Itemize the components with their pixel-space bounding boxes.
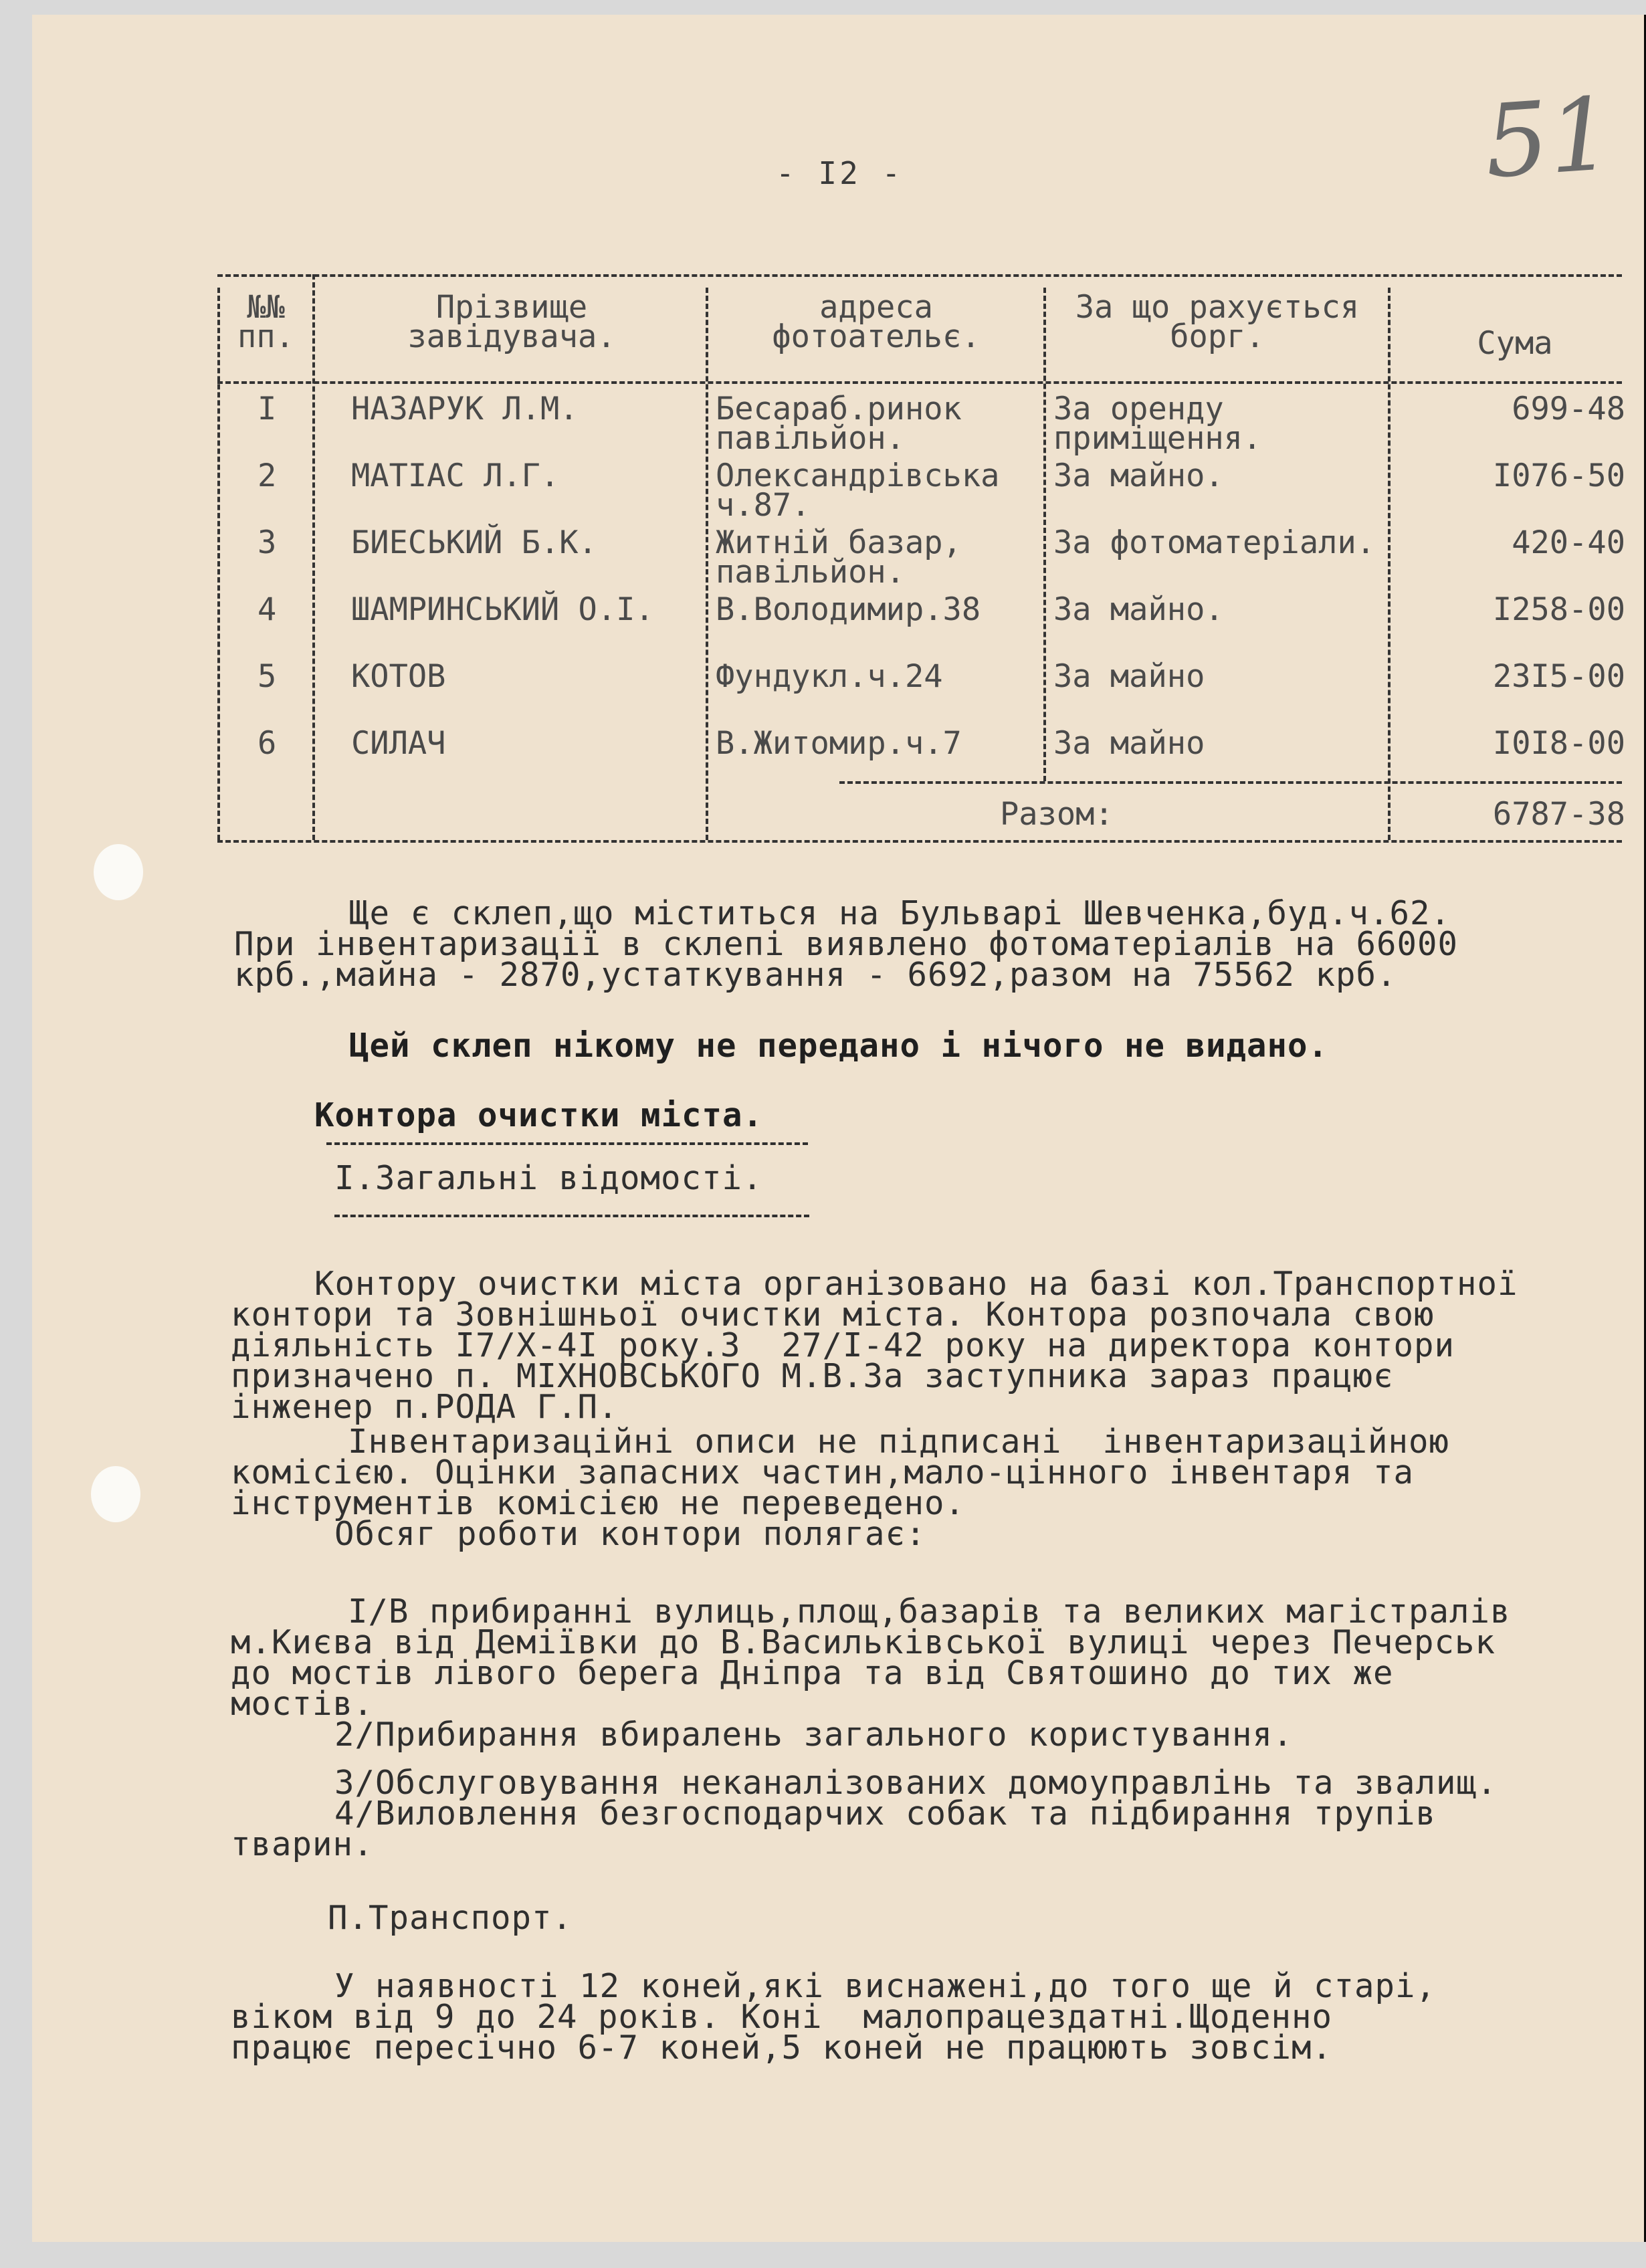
underline (334, 1215, 809, 1217)
table-rule (217, 381, 1622, 384)
column-header: №№ пп. (237, 289, 294, 355)
paragraph-line: У наявності 12 коней,які виснажені,до того ще й старі, (334, 1967, 1437, 2005)
total-label: Разом: (1000, 796, 1114, 833)
list-item: I/В прибиранні вулиць,площ,базарів та великих магістралів (348, 1592, 1511, 1631)
paragraph-line: Контору очистки міста організовано на базі кол.Транспортної (314, 1265, 1518, 1303)
paragraph-line: комісією. Оцінки запасних частин,мало-цінного інвентаря та (231, 1453, 1415, 1491)
paragraph-line: призначено п. МІХНОВСЬКОГО М.В.За заступника зараз працює (231, 1357, 1394, 1395)
list-item: до мостів лівого берега Дніпра та від Святошино до тих же (231, 1654, 1394, 1692)
debt-table: №№ пп. Прізвище завідувача. адреса фотоательє. За що рахується борг. Сума I НАЗАРУК Л.М. Бесараб.ринок павільйон. За оренду приміщення. 699-48 2 МАТІАС Л.Г. Олександрівська ч.87. За майно. I076-50 3 БИЕСЬКИЙ Б.К. Житній базар, павільйон. За фотоматеріали. 420-40 4 ШАМРИНСЬКИЙ О.І. В.Володимир.38 За майно. I258-00 5 КОТОВ Фундукл.ч.24 За майно 23I5-00 6 СИЛАЧ В.Житомир.ч.7 За майно I0I8-00 Разом: 6787-38 (217, 274, 1642, 843)
list-item: 3/Обслуговування неканалізованих домоуправлінь та звалищ. (334, 1764, 1498, 1802)
paragraph-line: контори та Зовнішньої очистки міста. Контора розпочала свою (231, 1296, 1435, 1334)
paragraph-line: При інвентаризації в склепі виявлено фотоматеріалів на 66000 (234, 925, 1459, 963)
list-item: 2/Прибирання вбиралень загального користування. (334, 1716, 1294, 1754)
table-rule (217, 840, 1622, 843)
table-rule (217, 274, 1622, 277)
paragraph-line: віком від 9 до 24 років. Коні малопрацездатні.Щоденно (231, 1998, 1333, 2036)
paragraph-line: діяльність I7/X-4I року.З 27/I-42 року на директора контори (231, 1326, 1455, 1364)
archive-folio-number: 51 (1481, 76, 1617, 201)
table-rule (839, 781, 1622, 784)
punch-hole (94, 844, 143, 900)
subsection-title: І.Загальні відомості. (334, 1159, 763, 1197)
list-item: мостів. (231, 1685, 374, 1723)
subsection-title: П.Транспорт. (328, 1899, 573, 1937)
column-header: За що рахується борг. (1075, 289, 1360, 355)
list-item: тварин. (231, 1825, 374, 1863)
list-item: 4/Виловлення безгосподарчих собак та підбирання трупів (334, 1794, 1437, 1833)
table-rule (217, 288, 220, 840)
punch-hole (91, 1466, 140, 1522)
paragraph-line: інструментів комісією не переведено. (231, 1484, 966, 1522)
paragraph-line: Обсяг роботи контори полягає: (334, 1515, 926, 1553)
paragraph-line: Цей склеп нікому не передано і нічого не видано. (349, 1027, 1329, 1065)
column-header: Прізвище завідувача. (407, 289, 616, 355)
total-value: 6787-38 (1492, 796, 1625, 833)
table-rule (706, 288, 708, 840)
table-rule (1388, 288, 1391, 840)
paragraph-line: інженер п.РОДА Г.П. (231, 1388, 619, 1426)
table-rule (312, 274, 315, 840)
table-rule (1043, 288, 1046, 781)
paragraph-line: крб.,майна - 2870,устаткування - 6692,разом на 75562 крб. (234, 956, 1397, 994)
paragraph-line: Ще є склеп,що міститься на Бульварі Шевченка,буд.ч.62. (349, 894, 1451, 932)
underline (326, 1142, 808, 1145)
column-header: Сума (1477, 325, 1553, 362)
section-title: Контора очистки міста. (314, 1096, 764, 1134)
page-number: - I2 - (776, 155, 904, 191)
paragraph-line: Інвентаризаційні описи не підписані інвентаризаційною (348, 1423, 1450, 1461)
paragraph-line: працює пересічно 6-7 коней,5 коней не працюють зовсім. (231, 2029, 1333, 2067)
list-item: м.Києва від Деміївки до В.Васильківської вулиці через Печерськ (231, 1623, 1496, 1661)
column-header: адреса фотоательє. (772, 289, 981, 355)
